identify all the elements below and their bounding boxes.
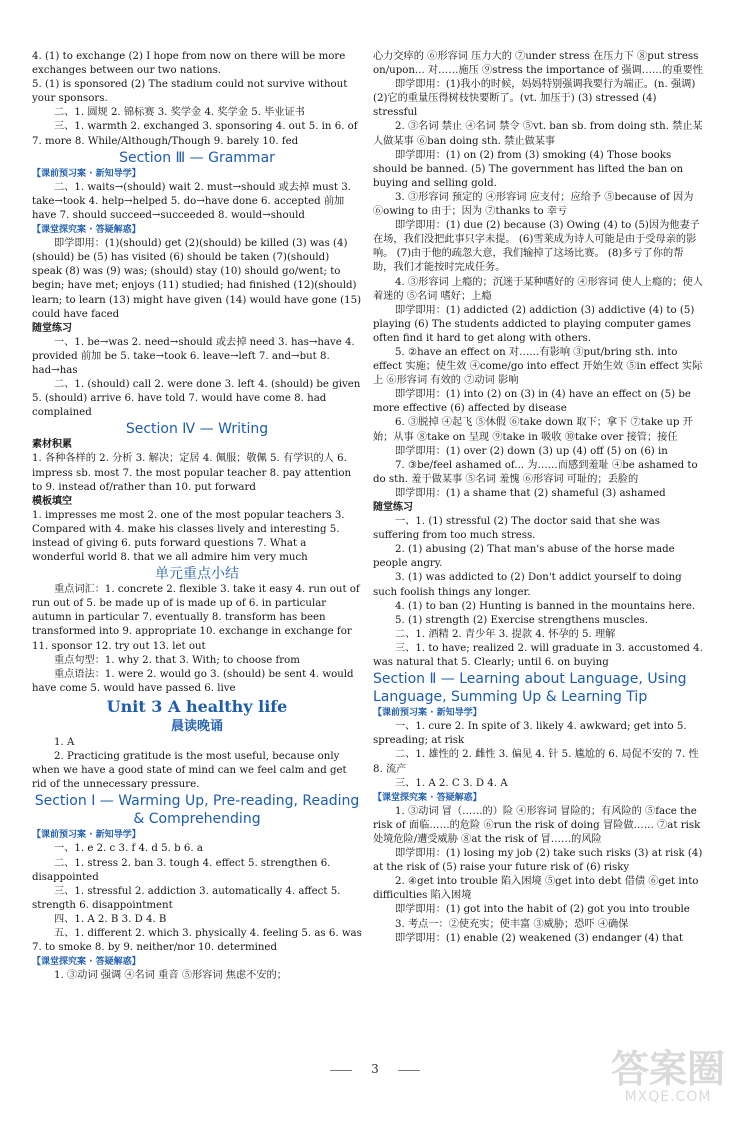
answer-line: 重点句型：1. why 2. that 3. With; to choose from	[54, 654, 300, 666]
answer-line: 二、1. 雄性的 2. 雌性 3. 偏见 4. 针 5. 尴尬的 6. 局促不安的 7. 性 8. 流产	[373, 749, 699, 775]
answer-line: 重点词汇：1. concrete 2. flexible 3. take it easy 4. run out of run out of 5. be made up of is made up of 6. in particular autumn in particular 7. eventually 8. transform has been transformed into 9. appropriate 10. exchange in exchange for 11. sponsor 12. try out 13. let out	[32, 584, 360, 652]
answer-line: 4. (1) to exchange (2) I hope from now on there will be more exchanges between our two nations.	[32, 51, 346, 77]
section-heading: Section Ⅰ — Warming Up, Pre-reading, Reading & Comprehending	[34, 793, 360, 828]
answer-line: 5. (1) is sponsored (2) The stadium could not survive without your sponsors.	[32, 79, 348, 105]
section-heading: Section Ⅱ — Learning about Language, Using Language, Summing Up & Learning Tip	[373, 671, 687, 706]
answer-line: 三、1. stressful 2. addiction 3. automatically 4. affect 5. strength 6. disappointment	[32, 885, 341, 911]
section-heading: Section Ⅲ — Grammar	[119, 149, 275, 166]
answer-line: 3. 考点一：②使充实；使丰富 ③威胁；恐吓 ④确保	[395, 918, 629, 930]
answer-line: 三、1. A 2. C 3. D 4. A	[395, 777, 508, 789]
answer-line: 5. (1) strength (2) Exercise strengthens muscles.	[395, 614, 648, 626]
answer-line: 即学即用：(1) losing my job (2) take such risks (3) at risk (4) at the risk of (5) raise your future risk of (6) risky	[373, 848, 703, 874]
answer-line: 二、1. (should) call 2. were done 3. left 4. (should) be given 5. (should) arrive 6. have told 7. would have come 8. had complained	[32, 379, 361, 419]
answer-line: 2. ④get into trouble 陷入困境 ⑤get into debt 借债 ⑥get into difficulties 陷入困境	[373, 876, 699, 902]
watermark-site: MXQE.COM	[624, 1089, 712, 1105]
answer-line: 即学即用：(1) a shame that (2) shameful (3) ashamed	[395, 487, 666, 499]
page-number-rule-right	[398, 1070, 420, 1071]
answer-line: 五、1. different 2. which 3. physically 4. feeling 5. as 6. was 7. to smoke 8. by 9. neither/nor 10. determined	[32, 927, 362, 954]
answer-line: 二、1. waits→(should) wait 2. must→should 或去掉 must 3. take→took 4. help→helped 5. do→have done 6. accepted 前加 have 7. should succeed→succeeded 8. would→should	[32, 181, 351, 221]
answer-line: 心力交瘁的 ⑥形容词 压力大的 ⑦under stress 在压力下 ⑧put stress on/upon... 对……施压 ⑨stress the importance of 强调……的重要性	[373, 51, 703, 77]
right-column	[373, 50, 703, 946]
subsection-title: 晨读晚诵	[170, 718, 223, 734]
answer-line: 3. ③形容词 预定的 ④形容词 应支付；应给予 ⑤because of 因为 ⑥owing to 由于；因为 ⑦thanks to 幸亏	[373, 191, 694, 218]
answer-line: 二、1. 圆规 2. 锦标赛 3. 奖学金 4. 奖学金 5. 毕业证书	[54, 107, 305, 119]
answer-line: 一、1. cure 2. In spite of 3. likely 4. awkward; get into 5. spreading; at risk	[373, 721, 687, 747]
answer-line: 一、1. be→was 2. need→should 或去掉 need 3. has→have 4. provided 前加 be 5. take→took 6. leave→left 7. and→but 8. had→has	[32, 336, 355, 376]
subsection-tag: 【课前预习案 · 新知导学】	[32, 830, 141, 841]
answer-line: 一、1. (1) stressful (2) The doctor said that she was suffering from too much stress.	[373, 516, 660, 542]
answer-line: 1. ③动词 冒（……的）险 ④形容词 冒险的；有风险的 ⑤face the risk of 面临……的危险 ⑥run the risk of doing 冒险做…… ⑦at risk 处境危险/遭受威胁 ⑧at the risk of 冒……的风险	[373, 805, 701, 845]
subsection-tag: 【课堂探究案 · 答疑解惑】	[373, 792, 482, 803]
answer-line: 7. ③be/feel ashamed of... 为……而感到羞耻 ④be ashamed to do sth. 羞于做某事 ⑤名词 羞愧 ⑥形容词 可耻的；丢脸的	[373, 459, 698, 485]
answer-line: 即学即用：(1) over (2) down (3) up (4) off (5) on (6) in	[395, 445, 668, 457]
answer-line: 3. (1) was addicted to (2) Don't addict yourself to doing such foolish things any longer.	[373, 572, 682, 598]
subsection-heading: 随堂练习	[373, 502, 413, 513]
answer-line: 4. ③形容词 上瘾的；沉迷于某种嗜好的 ④形容词 使人上瘾的；使人着迷的 ⑤名词 嗜好；上瘾	[373, 276, 703, 302]
subsection-tag: 【课堂探究案 · 答疑解惑】	[32, 225, 141, 236]
answer-line: 即学即用：(1) into (2) on (3) in (4) have an effect on (5) be more effective (6) affected by disease	[373, 389, 691, 415]
answer-line: 即学即用：(1) addicted (2) addiction (3) addictive (4) to (5) playing (6) The students addicted to playing computer games often find it hard to get along with others.	[373, 304, 695, 344]
subsection-heading: 随堂练习	[32, 322, 72, 334]
subsection-tag: 【课堂探究案 · 答疑解惑】	[32, 957, 141, 968]
answer-line: 一、1. e 2. c 3. f 4. d 5. b 6. a	[54, 843, 203, 855]
answer-line: 四、1. A 2. B 3. D 4. B	[54, 913, 167, 925]
left-column	[32, 50, 362, 983]
answer-line: 6. ③脱掉 ④起飞 ⑤休假 ⑥take down 取下；拿下 ⑦take up 开始；从事 ⑧take on 呈现 ⑨take in 吸收 ⑩take over 接管；接任	[373, 417, 693, 443]
answer-line: 2. Practicing gratitude is the most useful, because only when we have a good state of mind can we feel calm and get rid of the unnecessary pressure.	[32, 751, 347, 791]
answer-line: 1. 各种各样的 2. 分析 3. 解决；定居 4. 佩服；敬佩 5. 有学识的人 6. impress sb. most 7. the most popular teacher 8. pay attention to 9. instead of/rather than 10. put forward	[32, 453, 352, 493]
answer-line: 即学即用：(1) enable (2) weakened (3) endanger (4) that	[395, 932, 683, 944]
answer-line: 重点语法：1. were 2. would go 3. (should) be sent 4. would have come 5. would have passed 6. live	[32, 668, 354, 694]
answer-line: 即学即用：(1) got into the habit of (2) got you into trouble	[395, 904, 690, 916]
subsection-heading: 素材积累	[32, 439, 72, 451]
answer-line: 即学即用：(1)我小的时候，妈妈特别强调我要行为端正。(n. 强调) (2)它的重量压得树枝快要断了。(vt. 加压于) (3) stressed (4) stressful	[373, 79, 696, 119]
page-number: 3	[371, 1062, 379, 1076]
answer-line: 1. impresses me most 2. one of the most popular teachers 3. Compared with 4. make his classes lively and interesting 5. instead of giving 6. puts forward questions 7. What a wonderful world 8. that we all admire him very much	[32, 509, 345, 564]
answer-line: 三、1. to have; realized 2. will graduate in 3. accustomed 4. was natural that 5. Clearly; until 6. on buying	[373, 642, 703, 669]
answer-line: 即学即用：(1) due (2) because (3) Owing (4) to (5)因为他妻子在场，我们没把此事只字未提。 (6)雪莱成为诗人可能是由于受母亲的影响。 (7)由于他的疏忽大意，我们输掉了这场比赛。 (8)多亏了你的帮助，我们才能按时完成任务。	[373, 220, 700, 274]
watermark-logo-text: 答案圈	[610, 1047, 725, 1091]
answer-line: 即学即用：(1) on (2) from (3) smoking (4) Those books should be banned. (5) The government has lifted the ban on buying and selling gold.	[373, 149, 684, 189]
answer-line: 二、1. 酒精 2. 青少年 3. 提款 4. 怀孕的 5. 理解	[395, 628, 616, 640]
answer-line: 4. (1) to ban (2) Hunting is banned in the mountains here.	[395, 600, 696, 612]
watermark-logo	[598, 1049, 738, 1113]
answer-line: 1. ③动词 强调 ④名词 重音 ⑤形容词 焦虑不安的；	[54, 970, 287, 982]
answer-line: 2. (1) abusing (2) That man's abuse of the horse made people angry.	[373, 544, 675, 570]
unit-title: Unit 3 A healthy life	[106, 696, 288, 716]
answer-line: 5. ②have an effect on 对……有影响 ③put/bring sth. into effect 实施；使生效 ④come/go into effect 开始生效 ⑤in effect 实际上 ⑥形容词 有效的 ⑦动词 影响	[373, 346, 703, 387]
answer-line: 2. ③名词 禁止 ④名词 禁令 ⑤vt. ban sb. from doing sth. 禁止某人做某事 ⑥ban doing sth. 禁止做某事	[373, 121, 703, 147]
answer-line: 即学即用：(1)(should) get (2)(should) be killed (3) was (4)(should) be (5) has visited (6) should be taken (7)(should) speak (8) was (9) was; (should) stay (10) should go/went; to begin; have met; enjoys (11) studied; had finished (12)(should) learn; to learn (13) might have given (14) would have gone (15) could have faced	[32, 238, 362, 320]
subsection-tag: 【课前预习案 · 新知导学】	[373, 708, 482, 719]
answer-line: 三、1. warmth 2. exchanged 3. sponsoring 4. out 5. in 6. of 7. more 8. While/Although/Though 9. barely 10. fed	[32, 121, 358, 147]
subsection-heading: 模板填空	[32, 495, 72, 507]
section-heading: Section Ⅳ — Writing	[125, 421, 269, 438]
answer-line: 1. A	[54, 736, 75, 748]
section-heading: 单元重点小结	[155, 566, 239, 583]
answer-line: 二、1. stress 2. ban 3. tough 4. effect 5. strengthen 6. disappointed	[32, 857, 331, 883]
subsection-tag: 【课前预习案 · 新知导学】	[32, 168, 141, 179]
